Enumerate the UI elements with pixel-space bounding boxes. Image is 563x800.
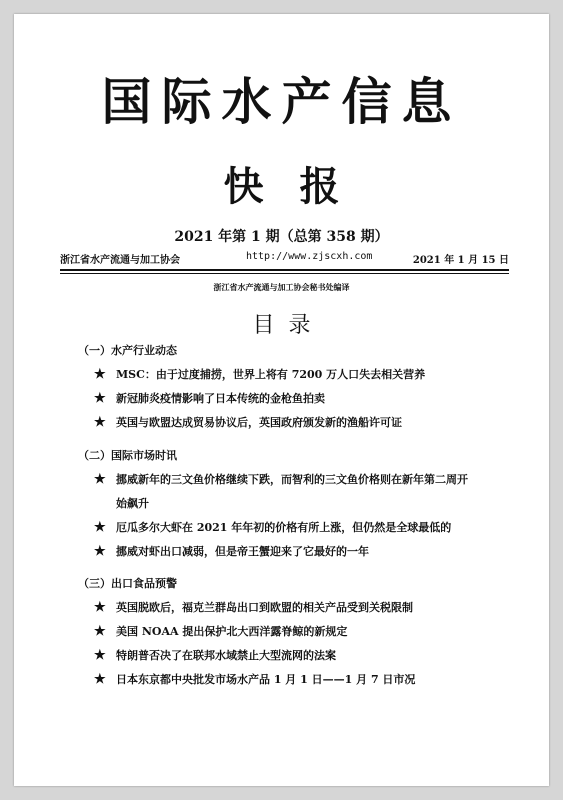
star-icon: ★ [94,672,106,687]
toc-item[interactable] [94,540,474,564]
section-heading: （一）水产行业动态 [78,344,177,357]
star-icon: ★ [94,367,106,382]
toc-item[interactable] [94,516,474,540]
toc-item-label: 英国与欧盟达成贸易协议后，英国政府颁发新的渔船许可证 [116,416,402,429]
toc-item-label: 特朗普否决了在联邦水域禁止大型流网的法案 [116,649,336,662]
toc-item[interactable] [94,668,474,692]
star-icon: ★ [94,472,106,487]
star-icon: ★ [94,624,106,639]
compiled-by: 浙江省水产流通与加工协会秘书处编译 [213,282,350,292]
issue-number: 2021 年第 1 期（总第 358 期） [174,229,389,245]
toc-item[interactable] [94,411,474,435]
publish-date: 2021 年 1 月 15 日 [412,255,509,266]
toc-item-label: MSC：由于过度捕捞，世界上将有 7200 万人口失去相关营养 [116,368,426,381]
section-heading: （三）出口食品预警 [78,577,177,590]
website-link[interactable]: http://www.zjscxh.com [246,251,373,262]
star-icon: ★ [94,648,106,663]
star-icon: ★ [94,600,106,615]
toc-item-label: 新冠肺炎疫情影响了日本传统的金枪鱼拍卖 [116,392,325,405]
star-icon: ★ [94,520,106,535]
masthead-subtitle: 快报 [223,163,376,210]
star-icon: ★ [94,391,106,406]
header-rule-thin [60,273,509,274]
toc-item[interactable] [94,363,474,387]
masthead-title: 国际水产信息 [101,72,462,131]
toc-item-label: 挪威对虾出口减弱，但是帝王蟹迎来了它最好的一年 [116,545,369,558]
toc-item-label: 挪威新年的三文鱼价格继续下跌，而智利的三文鱼价格则在新年第二周开始飙升 [116,473,468,510]
toc-item[interactable] [94,620,474,644]
toc-item[interactable] [94,468,474,516]
star-icon: ★ [94,415,106,430]
section-heading: （二）国际市场时讯 [78,449,177,462]
publisher-name: 浙江省水产流通与加工协会 [60,255,180,266]
toc-item-label: 美国 NOAA 提出保护北大西洋露脊鲸的新规定 [116,625,348,638]
toc-item[interactable] [94,644,474,668]
header-rule [60,269,509,271]
star-icon: ★ [94,544,106,559]
toc-item-label: 厄瓜多尔大虾在 2021 年年初的价格有所上涨，但仍然是全球最低的 [116,521,452,534]
toc-item[interactable] [94,596,474,620]
toc-title: 目录 [252,313,325,338]
toc-item[interactable] [94,387,474,411]
info-line [60,251,509,265]
toc-item-label: 日本东京都中央批发市场水产品 1 月 1 日——1 月 7 日市况 [116,673,416,686]
document-page [14,14,549,786]
toc-item-label: 英国脱欧后，福克兰群岛出口到欧盟的相关产品受到关税限制 [116,601,413,614]
